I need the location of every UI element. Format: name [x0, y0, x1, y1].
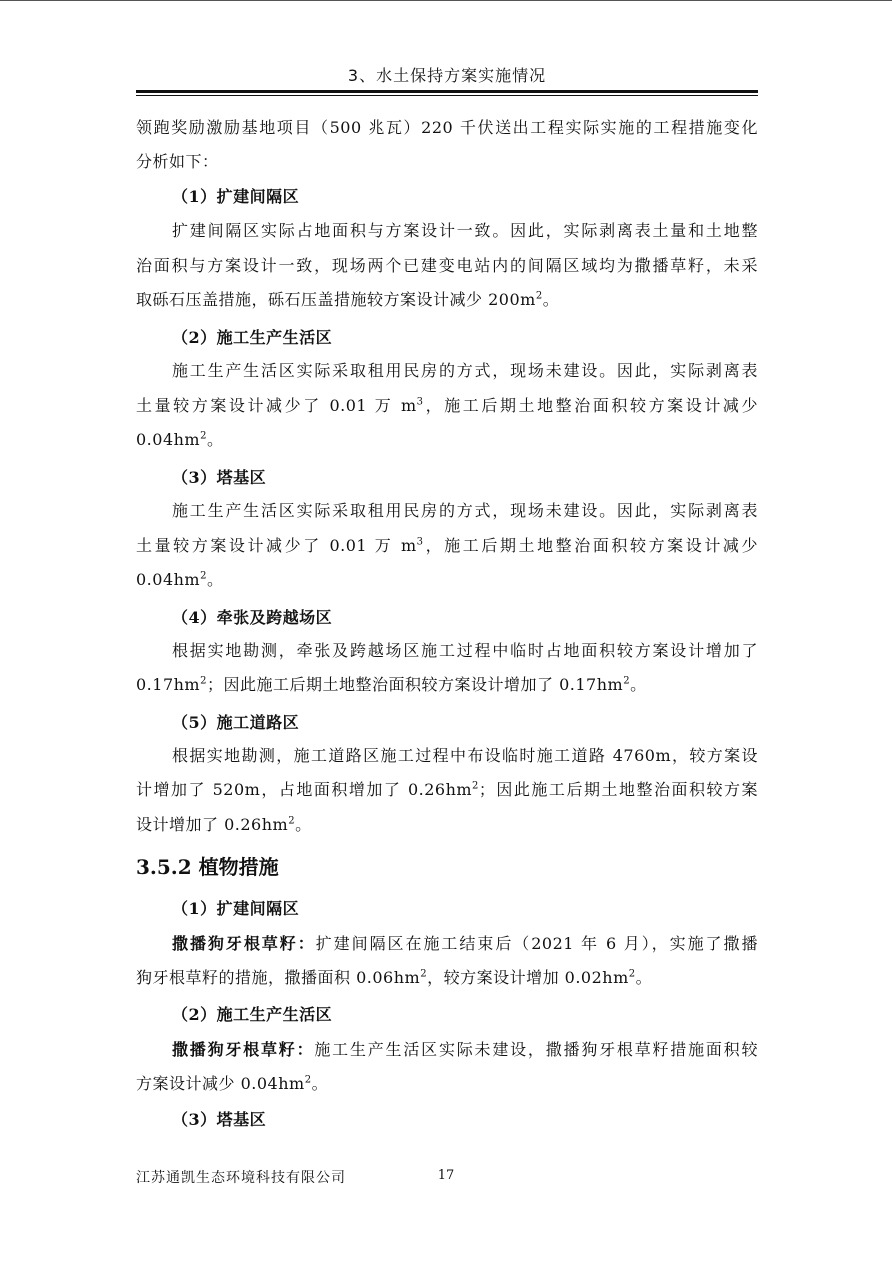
heading-expansion-bay-area: （1）扩建间隔区 [172, 187, 300, 206]
paragraph-line: 扩建间隔区实际占地面积与方案设计一致。因此，实际剥离表土量和土地整 [172, 221, 758, 240]
heading-construction-living-area: （2）施工生产生活区 [172, 1005, 333, 1024]
heading-tower-foundation-area: （3）塔基区 [172, 1110, 267, 1129]
paragraph-line: 根据实地勘测，牵张及跨越场区施工过程中临时占地面积较方案设计增加了 [172, 641, 758, 660]
heading-expansion-bay-area: （1）扩建间隔区 [172, 899, 300, 918]
header-rule-thin [136, 95, 758, 96]
paragraph-line: 取砾石压盖措施，砾石压盖措施较方案设计减少 $200m^2$。 [136, 290, 560, 309]
paragraph-line: 方案设计减少 $0.04hm^2$。 [136, 1074, 329, 1093]
intro-line-1: 领跑奖励激励基地项目（500 兆瓦）220 千伏送出工程实际实施的工程措施变化 [136, 118, 758, 137]
paragraph-line: 根据实地勘测，施工道路区施工过程中布设临时施工道路 4760m，较方案设 [172, 746, 758, 765]
paragraph-line: 撒播狗牙根草籽：扩建间隔区在施工结束后（2021 年 6 月），实施了撒播 [172, 934, 758, 953]
footer-company-name: 江苏通凯生态环境科技有限公司 [136, 1170, 346, 1186]
paragraph-line: 土量较方案设计减少了 0.01 万 $m^3$，施工后期土地整治面积较方案设计减少 [136, 536, 758, 555]
header-rule-thick [136, 90, 758, 93]
intro-line-2: 分析如下： [136, 152, 219, 171]
paragraph-line: $0.04hm^2$。 [136, 570, 224, 589]
paragraph-line: 计增加了 520m，占地面积增加了 $0.26hm^2$；因此施工后期土地整治面积较方案 [136, 780, 758, 799]
paragraph-line: 土量较方案设计减少了 0.01 万 $m^3$，施工后期土地整治面积较方案设计减少 [136, 396, 758, 415]
running-header: 3、水土保持方案实施情况 [347, 66, 547, 85]
paragraph-line: 撒播狗牙根草籽：施工生产生活区实际未建设，撒播狗牙根草籽措施面积较 [172, 1040, 758, 1059]
heading-construction-living-area: （2）施工生产生活区 [172, 328, 333, 347]
page-top-border [0, 0, 892, 1]
paragraph-line: 施工生产生活区实际采取租用民房的方式，现场未建设。因此，实际剥离表 [172, 501, 758, 520]
paragraph-line: $0.04hm^2$。 [136, 430, 224, 449]
heading-tower-foundation-area: （3）塔基区 [172, 468, 267, 487]
page-number: 17 [437, 1168, 455, 1183]
heading-tensioning-crossing-area: （4）牵张及跨越场区 [172, 608, 333, 627]
paragraph-line: 狗牙根草籽的措施，撒播面积 $0.06hm^2$，较方案设计增加 $0.02hm^2$。 [136, 968, 653, 987]
paragraph-line: 设计增加了 $0.26hm^2$。 [136, 815, 312, 834]
paragraph-line: $0.17hm^2$；因此施工后期土地整治面积较方案设计增加了 $0.17hm^2$。 [136, 675, 647, 694]
paragraph-line: 施工生产生活区实际采取租用民房的方式，现场未建设。因此，实际剥离表 [172, 361, 758, 380]
section-title-plant-measures: 3.5.2 植物措施 [136, 855, 279, 879]
paragraph-line: 治面积与方案设计一致，现场两个已建变电站内的间隔区域均为撒播草籽，未采 [136, 256, 758, 275]
heading-construction-road-area: （5）施工道路区 [172, 713, 300, 732]
